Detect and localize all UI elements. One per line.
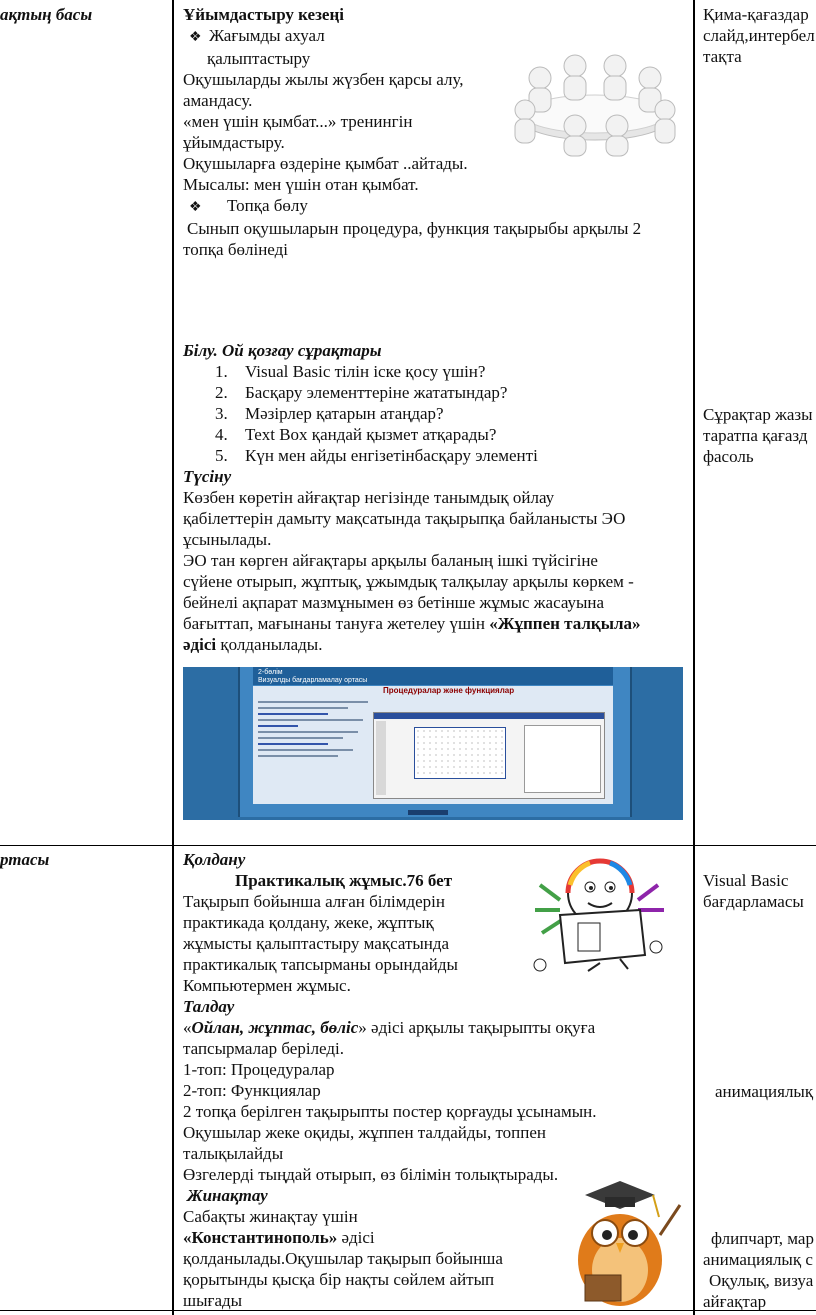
analyze-title: Талдау — [183, 997, 235, 1016]
vb-ide-window — [373, 712, 605, 799]
row-divider — [0, 845, 816, 846]
slide-nav-controls — [408, 810, 448, 815]
row2-resources-bottom — [703, 1228, 816, 1312]
computer-character-illustration — [530, 855, 670, 975]
text-line: Сынып оқушыларын процедура, функция тақырыбы арқылы 2 — [187, 219, 642, 238]
stage-title: Ұйымдастыру кезеңі — [183, 5, 344, 24]
text-line: «мен үшін қымбат...» тренингін — [183, 112, 413, 131]
owl-teacher-illustration — [555, 1175, 685, 1310]
text-line: 2-топ: Функциялар — [183, 1081, 321, 1100]
column-divider-left — [172, 0, 174, 1315]
row1-stage-heading: ақтың басы — [0, 5, 93, 24]
text-line: практикалық тапсырманы орындайды — [183, 955, 458, 974]
code-text-block — [258, 697, 373, 797]
resource-line: анимациялық с — [703, 1250, 813, 1269]
text-line: Көзбен көретін айғақтар негізінде танымдық ойлау — [183, 488, 555, 507]
text-line: әдісі қолданылады. — [183, 635, 323, 654]
meeting-table-illustration — [505, 48, 685, 158]
question-list — [183, 361, 688, 466]
text-line: Оқушыларды жылы жүзбен қарсы алу, — [183, 70, 464, 89]
method-line: «Ойлан, жұптас, бөліс» әдісі арқылы тақырыпты оқуға — [183, 1018, 596, 1037]
slide-tag: 2-бөлім — [258, 669, 283, 676]
row1-resources-top — [703, 4, 816, 67]
text-line: Тақырып бойынша алған білімдерін — [183, 892, 446, 911]
resource-line: фасоль — [703, 447, 754, 466]
resource-line: Visual Basic — [703, 871, 789, 890]
resource-line: Оқулық, визуа — [709, 1271, 814, 1290]
diamond-bullet-icon: ❖ — [189, 200, 202, 215]
bullet-positive-climate-cont: қалыптастыру — [207, 49, 311, 68]
row2-resources-mid — [703, 1081, 816, 1102]
slide-title: Процедуралар және функциялар — [383, 686, 515, 695]
text-line: Өзгелерді тыңдай отырып, өз білімін толықтырады. — [183, 1165, 559, 1184]
text-line: ұсынылады. — [183, 530, 272, 549]
slide-header: Визуалды бағдарламалау ортасы — [258, 677, 368, 684]
list-item: 4. Text Box қандай қызмет атқарады? — [215, 425, 497, 444]
text-line: 1-топ: Процедуралар — [183, 1060, 335, 1079]
bullet-grouping: ❖ Топқа бөлу — [183, 195, 688, 218]
text-line: Компьютермен жұмыс. — [183, 976, 351, 995]
row1-resources-mid — [703, 404, 816, 467]
text-line: бейнелі ақпарат мазмұнымен өз бетінше жұмыс жасауына — [183, 593, 605, 612]
resource-line: Сұрақтар жазы — [703, 405, 813, 424]
row2-stage-heading: ртасы — [0, 850, 50, 869]
resource-line: анимациялық — [715, 1082, 814, 1101]
text-line: жұмысты қалыптастыру мақсатында — [183, 934, 450, 953]
text-line: «Константинополь» әдісі — [183, 1228, 375, 1247]
text-line: бағыттап, мағынаны тануға жетелеу үшін «Жұппен талқыла» — [183, 614, 641, 633]
summary-title: Жинақтау — [187, 1186, 268, 1205]
text-line: ұйымдастыру. — [183, 133, 285, 152]
text-line: қабілеттерін дамыту мақсатында тақырыпқа байланысты ЭО — [183, 509, 626, 528]
resource-line: Қима-қағаздар — [703, 5, 809, 24]
resource-line: флипчарт, мар — [711, 1229, 814, 1248]
resource-line: бағдарламасы — [703, 892, 804, 911]
text-line: практикада қолдану, жеке, жұптық — [183, 913, 434, 932]
column-divider-right — [693, 0, 695, 1315]
bullet-positive-climate: ❖ Жағымды ахуал — [183, 25, 688, 48]
knowledge-section — [183, 340, 688, 655]
list-item: 5. Күн мен айды енгізетінбасқару элементі — [215, 446, 538, 465]
resource-line: тақта — [703, 47, 742, 66]
resource-line: таратпа қағазд — [703, 426, 808, 445]
text-line: Мысалы: мен үшін отан қымбат. — [183, 175, 419, 194]
knowledge-title: Білу. Ой қозғау сұрақтары — [183, 341, 382, 360]
text-line: талықылайды — [183, 1144, 284, 1163]
resource-line: айғақтар — [703, 1292, 767, 1311]
row2-resources-top — [703, 870, 816, 912]
text-line: қорытынды қысқа бір нақты сөйлем айтып — [183, 1270, 495, 1289]
text-line: ЭО тан көрген айғақтары арқылы баланың ішкі түйсігіне — [183, 551, 598, 570]
text-line: Сабақты жинақтау үшін — [183, 1207, 358, 1226]
text-line: сүйене отырып, жұптық, ұжымдық талқылау арқылы көркем - — [183, 572, 634, 591]
resource-line: слайд,интербел — [703, 26, 815, 45]
text-line: қолданылады.Оқушылар тақырып бойынша — [183, 1249, 503, 1268]
vb-environment-screenshot — [183, 667, 683, 820]
text-line: Оқушыларға өздеріне қымбат ..айтады. — [183, 154, 468, 173]
apply-title: Қолдану — [183, 850, 246, 869]
text-line: шығады — [183, 1291, 243, 1310]
practical-work-title: Практикалық жұмыс.76 бет — [235, 871, 453, 890]
list-item: 1. Visual Basic тілін іске қосу үшін? — [215, 362, 486, 381]
text-line: амандасу. — [183, 91, 253, 110]
understand-title: Түсіну — [183, 467, 232, 486]
diamond-bullet-icon: ❖ — [189, 30, 202, 45]
text-line: тапсырмалар беріледі. — [183, 1039, 345, 1058]
list-item: 3. Мәзірлер қатарын атаңдар? — [215, 404, 444, 423]
text-line: 2 топқа берілген тақырыпты постер қорғауды ұсынамын. — [183, 1102, 597, 1121]
list-item: 2. Басқару элементтеріне жататындар? — [215, 383, 508, 402]
text-line: Оқушылар жеке оқиды, жұппен талдайды, топпен — [183, 1123, 547, 1142]
text-line: топқа бөлінеді — [183, 240, 289, 259]
